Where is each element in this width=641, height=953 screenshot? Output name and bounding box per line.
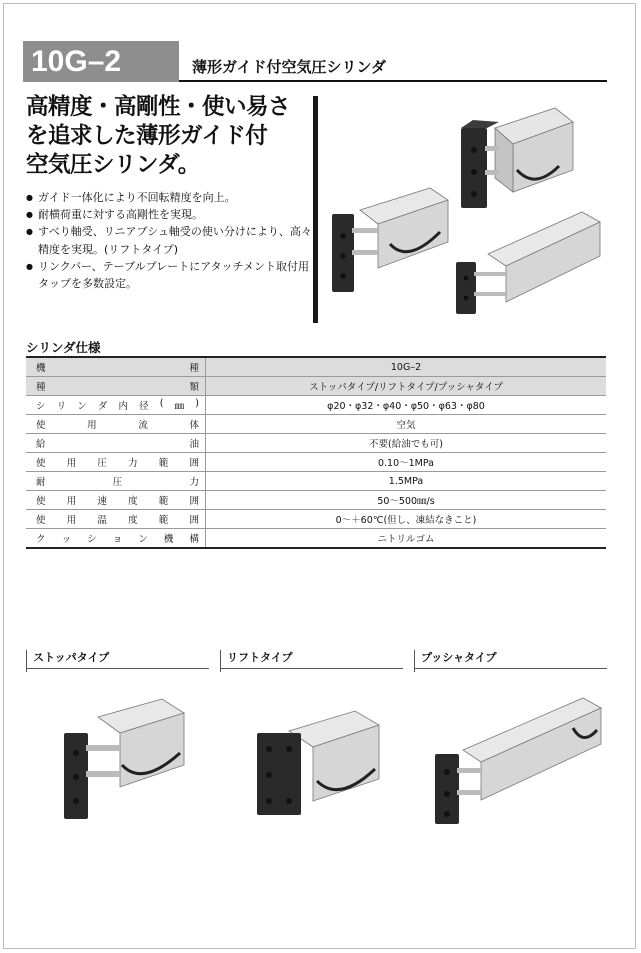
spec-row	[26, 415, 606, 434]
type-title: プッシャタイプ	[421, 651, 497, 664]
feature-item: ● すべり軸受、リニアブシュ軸受の使い分けにより、高々精度を実現。(リフトタイプ)	[26, 223, 314, 257]
feature-item: ● 耐横荷重に対する高剛性を実現。	[26, 206, 314, 223]
spec-section-title: シリンダ仕様	[26, 340, 101, 355]
spec-value: 不要(給油でも可)	[206, 434, 607, 453]
feature-list	[26, 189, 314, 292]
headline-line: 高精度・高剛性・使い易さ	[26, 94, 291, 120]
spec-label: 使 用 速 度 範 囲	[36, 496, 199, 507]
spec-row	[26, 510, 606, 529]
pusher-type-photo	[433, 690, 603, 830]
header-rule	[179, 80, 607, 82]
spec-label: 給 油	[36, 439, 199, 450]
spec-table	[26, 356, 606, 549]
spec-row	[26, 377, 606, 396]
spec-value: 50〜500㎜/s	[206, 491, 607, 510]
headline	[26, 93, 326, 180]
spec-label: ク ッ シ ョ ン 機 構	[36, 534, 199, 545]
feature-item: ● リンクバー、テーブルプレートにアタッチメント取付用タップを多数設定。	[26, 258, 314, 292]
spec-row	[26, 491, 606, 510]
vertical-accent-bar	[313, 96, 318, 323]
spec-value: ニトリルゴム	[206, 529, 607, 549]
feature-item: ● ガイド一体化により不回転精度を向上。	[26, 189, 314, 206]
lift-type-photo	[255, 705, 385, 820]
cylinder-photo-right	[452, 208, 602, 318]
spec-row	[26, 472, 606, 491]
spec-value: 0.10〜1MPa	[206, 453, 607, 472]
spec-value: ストッパタイプ/リフトタイプ/プッシャタイプ	[206, 377, 607, 396]
stopper-type-photo	[62, 695, 192, 825]
headline-line: 空気圧シリンダ。	[26, 152, 200, 178]
spec-label: 耐 圧 力	[36, 477, 199, 488]
spec-row	[26, 357, 606, 377]
spec-value: 空気	[206, 415, 607, 434]
type-column-stopper	[26, 650, 209, 669]
product-title: 薄形ガイド付空気圧シリンダ	[192, 58, 386, 76]
type-column-lift	[220, 650, 403, 669]
spec-row	[26, 529, 606, 549]
spec-row	[26, 396, 606, 415]
spec-row	[26, 434, 606, 453]
spec-label: 種 類	[36, 382, 199, 393]
spec-label: 使 用 温 度 範 囲	[36, 515, 199, 526]
headline-line: を追求した薄形ガイド付	[26, 123, 268, 149]
type-column-pusher	[414, 650, 607, 669]
type-title: リフトタイプ	[227, 651, 293, 664]
spec-value: φ20・φ32・φ40・φ50・φ63・φ80	[206, 396, 607, 415]
type-title: ストッパタイプ	[33, 651, 110, 664]
spec-label: 使 用 圧 力 範 囲	[36, 458, 199, 469]
spec-row	[26, 453, 606, 472]
spec-label: シ リ ン ダ 内 径 ( ㎜ )	[36, 398, 199, 412]
cylinder-photo-top	[455, 100, 575, 210]
product-code: 10G–2	[23, 41, 179, 82]
cylinder-photo-left	[330, 180, 455, 295]
spec-label: 機 種	[36, 363, 199, 374]
spec-label: 使 用 流 体	[36, 420, 199, 431]
spec-value: 0〜＋60℃(但し、凍結なきこと)	[206, 510, 607, 529]
spec-value: 10G–2	[206, 357, 607, 377]
spec-value: 1.5MPa	[206, 472, 607, 491]
